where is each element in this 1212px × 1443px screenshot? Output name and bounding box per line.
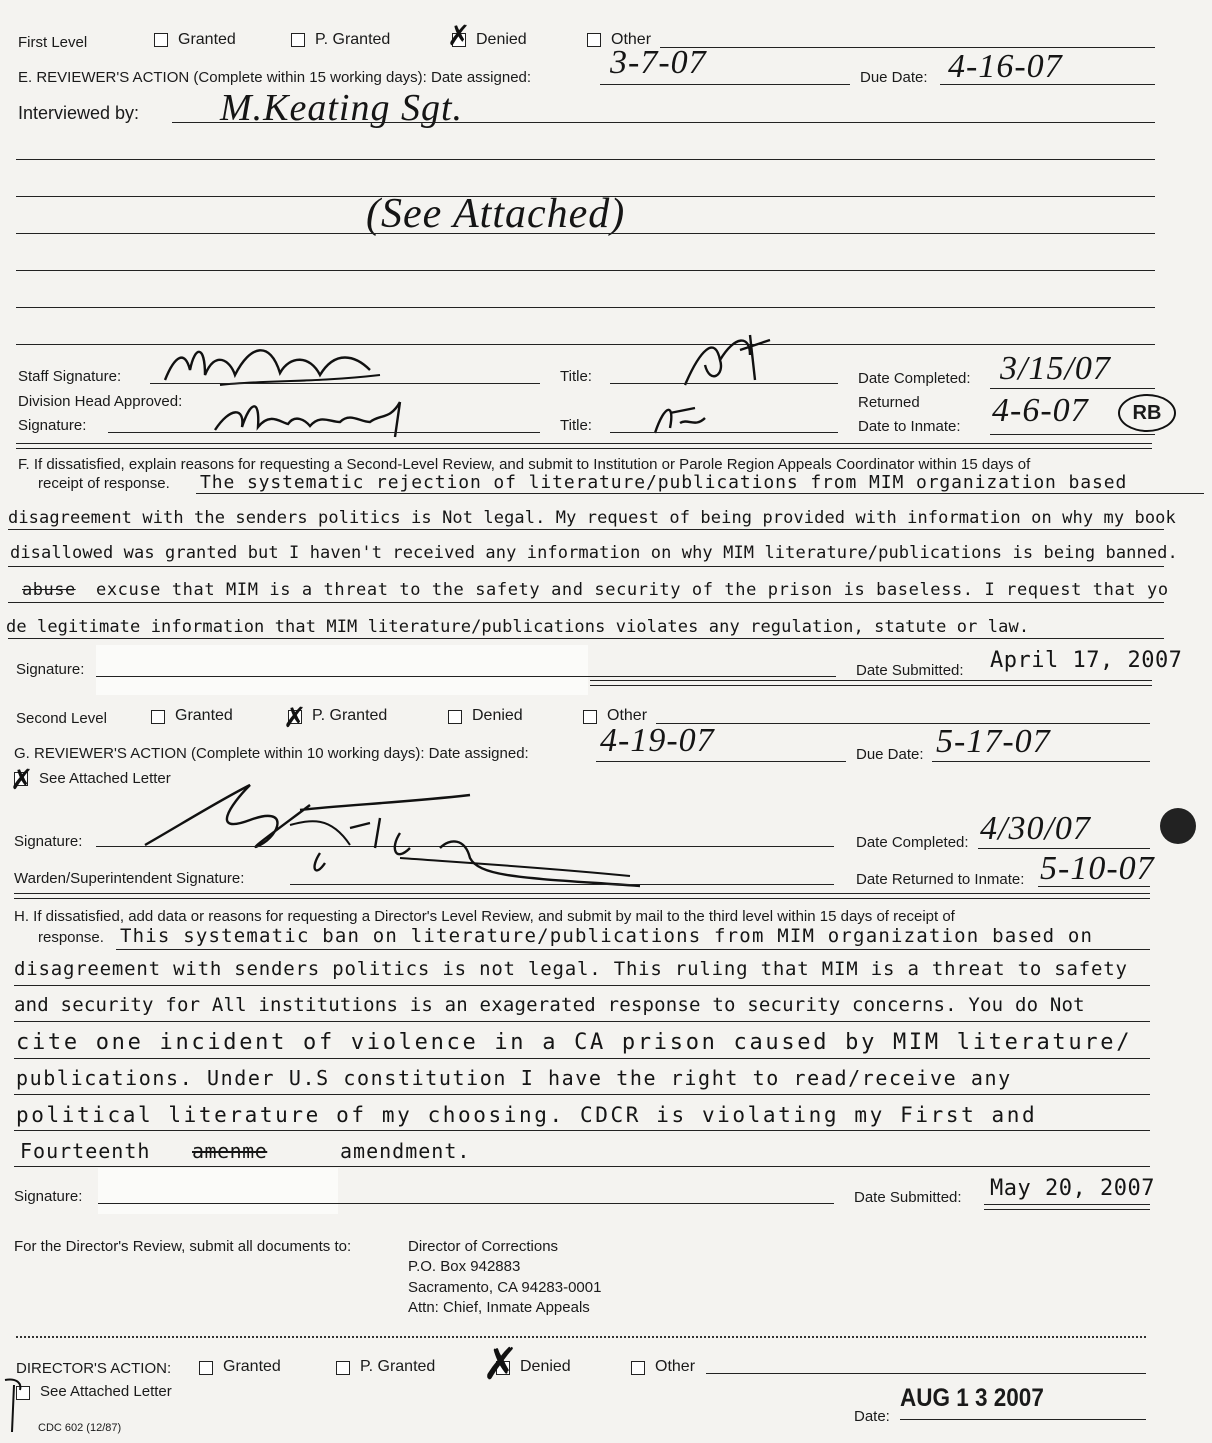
h-reason-line-1[interactable]: This systematic ban on literature/publications from MIM organization based on — [120, 925, 1094, 947]
first-pgranted-label: P. Granted — [315, 31, 391, 48]
h-line-4 — [14, 1058, 1150, 1059]
f-date-submitted[interactable]: April 17, 2007 — [990, 648, 1183, 673]
director-other-line — [706, 1373, 1146, 1374]
h-line-1 — [116, 949, 1150, 950]
f-reason-line-3[interactable]: disallowed was granted but I haven't received any information on why MIM literature/publications is being banned. — [10, 543, 1178, 563]
form-code: CDC 602 (12/87) — [38, 1422, 122, 1434]
g-face-doodle — [1160, 808, 1196, 844]
first-other-checkbox[interactable] — [587, 33, 601, 47]
first-denied-label: Denied — [476, 31, 527, 48]
h-reason-line-7[interactable]: Fourteenth — [20, 1139, 151, 1163]
f-reason-line-2[interactable]: disagreement with the senders politics is Not legal. My request of being provided with information on why my book — [8, 508, 1176, 528]
f-instruction-line-1: F. If dissatisfied, explain reasons for requesting a Second-Level Review, and submit to Institution or Parole Region Appeals Coordinator within 15 days of — [18, 456, 1031, 473]
f-line-1 — [196, 493, 1204, 494]
director-other-checkbox[interactable] — [631, 1361, 645, 1375]
g-signature-label: Signature: — [14, 833, 83, 850]
staff-signature-scribble — [160, 335, 400, 395]
e-line-1 — [16, 159, 1155, 160]
e-date-completed-line — [990, 388, 1155, 389]
e-title-label: Title: — [560, 368, 592, 385]
e-see-attached-note: (See Attached) — [366, 191, 626, 237]
h-signature-redaction — [98, 1168, 338, 1214]
h-signature-line — [98, 1203, 834, 1204]
directors-address-line-4: Attn: Chief, Inmate Appeals — [408, 1299, 590, 1316]
h-reason-line-5[interactable]: publications. Under U.S constitution I have the right to read/receive any — [16, 1066, 1012, 1090]
second-other-checkbox[interactable] — [583, 710, 597, 724]
e-line-3 — [16, 233, 1155, 234]
directors-review-lead: For the Director's Review, submit all documents to: — [14, 1238, 352, 1255]
g-date-assigned[interactable]: 4-19-07 — [600, 722, 715, 759]
director-denied-label: Denied — [520, 1358, 571, 1375]
e-date-assigned[interactable]: 3-7-07 — [610, 44, 707, 81]
first-pgranted-checkbox[interactable] — [291, 33, 305, 47]
first-level-label: First Level — [18, 34, 88, 51]
h-line-3 — [14, 1021, 1150, 1022]
second-denied-label: Denied — [472, 707, 523, 724]
g-date-returned[interactable]: 5-10-07 — [1040, 850, 1155, 887]
warden-signature-label: Warden/Superintendent Signature: — [14, 870, 245, 887]
f-bottom-rule — [590, 680, 1152, 686]
g-date-returned-line — [1038, 886, 1150, 887]
h-reason-line-4[interactable]: cite one incident of violence in a CA prison caused by MIM literature/ — [16, 1030, 1133, 1055]
f-reason-line-4[interactable]: excuse that MIM is a threat to the safety and security of the prison is baseless. I request that yo — [96, 580, 1169, 600]
directors-address-line-2: P.O. Box 942883 — [408, 1258, 521, 1275]
director-date-stamp[interactable]: AUG 1 3 2007 — [900, 1384, 1044, 1412]
h-reason-line-8[interactable]: amendment. — [340, 1139, 471, 1163]
first-granted-checkbox[interactable] — [154, 33, 168, 47]
director-pgranted-label: P. Granted — [360, 1358, 436, 1375]
g-due-label: Due Date: — [856, 746, 924, 763]
h-instruction-line-1: H. If dissatisfied, add data or reasons for requesting a Director's Level Review, and submit by mail to the third level within 15 days of receipt of — [14, 908, 955, 925]
division-head-label: Division Head Approved: — [18, 393, 183, 410]
e-due-date[interactable]: 4-16-07 — [948, 48, 1063, 85]
e-line-5 — [16, 307, 1155, 308]
date-returned-label: Date Returned to Inmate: — [856, 871, 1025, 888]
f-line-5 — [8, 638, 1164, 639]
second-granted-checkbox[interactable] — [151, 710, 165, 724]
f-line-2 — [8, 529, 1164, 530]
interviewed-line — [172, 122, 1155, 123]
f-signature-line — [96, 676, 836, 677]
section-e-heading: E. REVIEWER'S ACTION (Complete within 15 working days): Date assigned: — [18, 69, 532, 86]
f-signature-label: Signature: — [16, 661, 85, 678]
date-to-inmate-label: Date to Inmate: — [858, 418, 961, 435]
second-pgranted-x-mark: ✗ — [283, 701, 307, 734]
director-denied-x-mark: ✗ — [482, 1339, 519, 1390]
division-signature-label: Signature: — [18, 417, 87, 434]
f-date-submitted-label: Date Submitted: — [856, 662, 964, 679]
director-dotted-divider — [16, 1336, 1146, 1338]
h-instruction-line-2: response. — [38, 929, 104, 946]
h-line-6 — [14, 1130, 1150, 1131]
e-date-to-inmate[interactable]: 4-6-07 — [992, 392, 1089, 429]
g-date-completed[interactable]: 4/30/07 — [980, 810, 1091, 847]
e-initials-circled: RB — [1118, 394, 1176, 432]
director-see-attached-label: See Attached Letter — [40, 1383, 172, 1400]
director-date-line — [900, 1419, 1146, 1420]
h-reason-line-3[interactable]: and security for All institutions is an exagerated response to security concerns. You do Not — [14, 994, 1085, 1016]
directors-address-line-3: Sacramento, CA 94283-0001 — [408, 1279, 602, 1296]
e-title-line — [610, 383, 838, 384]
h-reason-line-2[interactable]: disagreement with senders politics is not legal. This ruling that MIM is a threat to safety — [14, 958, 1128, 980]
division-title-label: Title: — [560, 417, 592, 434]
g-date-completed-line — [978, 848, 1150, 849]
f-strike-word: abuse — [22, 580, 76, 600]
f-reason-line-1[interactable]: The systematic rejection of literature/publications from MIM organization based — [200, 472, 1128, 493]
section-g-heading: G. REVIEWER'S ACTION (Complete within 10 working days): Date assigned: — [14, 745, 529, 762]
g-see-attached-label: See Attached Letter — [39, 770, 171, 787]
h-strike-word: amenme — [192, 1139, 268, 1163]
first-other-line — [660, 47, 1155, 48]
second-level-label: Second Level — [16, 710, 107, 727]
second-pgranted-label: P. Granted — [312, 707, 388, 724]
interviewed-by[interactable]: M.Keating Sgt. — [220, 87, 464, 129]
e-bottom-rule — [16, 443, 1152, 449]
h-line-5 — [14, 1094, 1150, 1095]
g-due-date[interactable]: 5-17-07 — [936, 723, 1051, 760]
g-see-attached-x-mark: ✗ — [10, 763, 34, 796]
staff-signature-line — [150, 383, 540, 384]
first-other-label: Other — [611, 31, 652, 48]
e-date-completed[interactable]: 3/15/07 — [1000, 350, 1111, 387]
h-bottom-rule — [984, 1204, 1150, 1210]
returned-label: Returned — [858, 394, 920, 411]
director-pgranted-checkbox[interactable] — [336, 1361, 350, 1375]
f-reason-line-5[interactable]: de legitimate information that MIM literature/publications violates any regulation, statute or law. — [6, 617, 1030, 637]
director-margin-mark — [0, 1370, 30, 1440]
h-reason-line-6[interactable]: political literature of my choosing. CDCR is violating my First and — [16, 1103, 1038, 1127]
g-due-line — [932, 761, 1150, 762]
staff-signature-label: Staff Signature: — [18, 368, 122, 385]
date-completed-label: Date Completed: — [858, 370, 971, 387]
e-title-scribble — [680, 330, 780, 390]
e-date-to-inmate-line — [990, 434, 1155, 435]
h-date-submitted-label: Date Submitted: — [854, 1189, 962, 1206]
e-line-4 — [16, 270, 1155, 271]
division-title-line — [610, 432, 838, 433]
second-other-label: Other — [607, 707, 648, 724]
first-denied-x-mark: ✗ — [447, 19, 471, 52]
f-line-4 — [8, 602, 1164, 603]
e-due-label: Due Date: — [860, 69, 928, 86]
director-other-label: Other — [655, 1358, 696, 1375]
e-due-line — [940, 84, 1155, 85]
g-bottom-rule — [14, 893, 1150, 899]
first-granted-label: Granted — [178, 31, 236, 48]
f-line-3 — [8, 566, 1164, 567]
second-denied-checkbox[interactable] — [448, 710, 462, 724]
interviewed-label: Interviewed by: — [18, 103, 140, 123]
f-signature-redaction — [96, 645, 588, 695]
division-signature-scribble — [210, 392, 430, 442]
h-line-7 — [14, 1166, 1150, 1167]
warden-signature-line — [290, 884, 834, 885]
director-date-label: Date: — [854, 1408, 890, 1425]
g-date-assigned-line — [596, 761, 846, 762]
warden-signature-scribble — [290, 808, 650, 888]
second-other-line — [656, 723, 1150, 724]
g-date-completed-label: Date Completed: — [856, 834, 969, 851]
second-granted-label: Granted — [175, 707, 233, 724]
h-signature-label: Signature: — [14, 1188, 83, 1205]
director-granted-checkbox[interactable] — [199, 1361, 213, 1375]
h-date-submitted[interactable]: May 20, 2007 — [990, 1176, 1155, 1201]
director-granted-label: Granted — [223, 1358, 281, 1375]
division-signature-line — [108, 432, 540, 433]
directors-address-line-1: Director of Corrections — [408, 1238, 559, 1255]
f-instruction-line-2: receipt of response. — [38, 475, 170, 492]
directors-action-label: DIRECTOR'S ACTION: — [16, 1360, 172, 1377]
h-line-2 — [14, 985, 1150, 986]
e-date-assigned-line — [600, 84, 850, 85]
